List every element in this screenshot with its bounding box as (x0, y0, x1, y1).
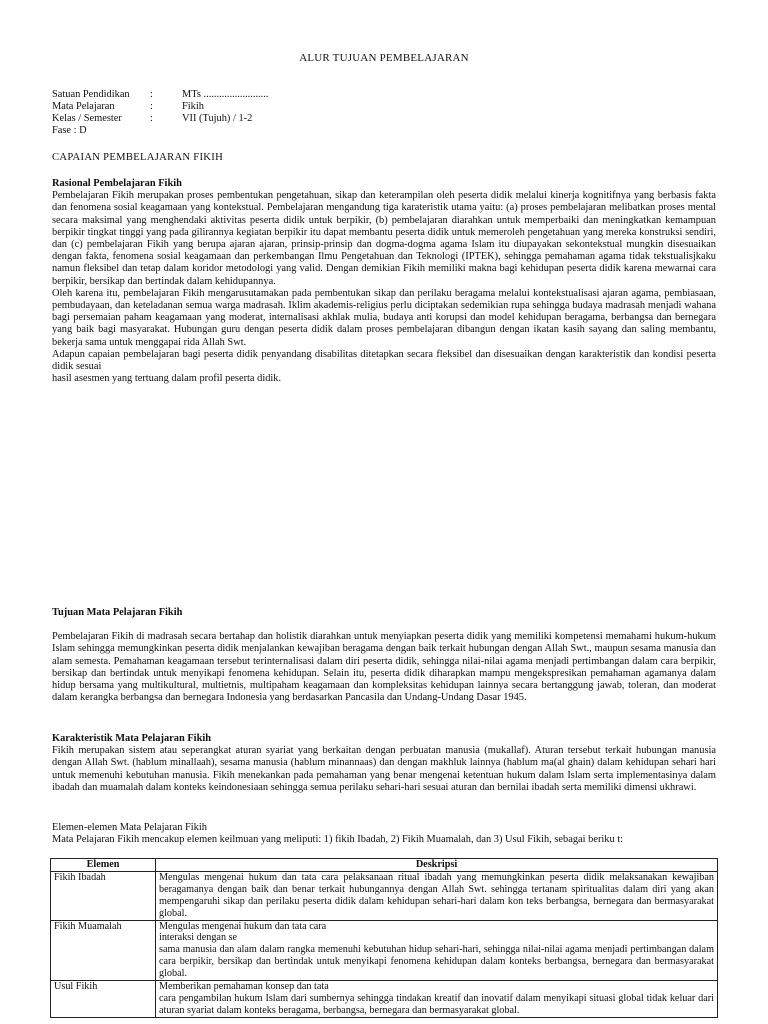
deskripsi-line: sama manusia dan alam dalam rangka memenuhi kebutuhan hidup sehari-hari, sehingga nilai-nilai agama menjadi pertimbangan dalam cara berpikir, bersikap dan bertindak untuk menyikapi fenomena kehidupan dalam konteks berbangsa, bernegara dan bermasyarakat global. (159, 944, 714, 980)
meta-colon: : (150, 101, 153, 112)
table-row (51, 871, 718, 920)
rasional-paragraph-1: Pembelajaran Fikih merupakan proses pembentukan pengetahuan, sikap dan keterampilan oleh peserta didik melalui kinerja kognitifnya yang berbasis fakta dan fenomena sosial keagamaan yang kontekstual. Pembelajaran mengandung tiga karateristik utama yaitu: (a) proses pembelajaran melibatkan proses mental secara maksimal yang menghendaki aktivitas peserta didik untuk berpikir, (b) pembelajaran diarahkan untuk memperbaiki dan meningkatkan kemampuan berpikir tingkat tinggi yang pada gilirannya kegiatan berpikir itu dapat membantu peserta didik untuk memeroleh pengetahuan yang mereka konstruksi sendiri, dan (c) pembelajaran Fikih yang berupa ajaran ajaran, prinsip-prinsip dan dogma-dogma agama Islam itu diupayakan sekontekstual mungkin disesuaikan dengan fakta, fenomena sosial keagamaan dan perkembangan Ilmu Pengetahuan dan Teknologi (IPTEK), sehingga pemahaman agama tidak tekstualisjkaku namun fleksibel dan tetap dalam koridor metodologi yang valid. Dengan demikian Fikih memiliki makna bagi kehidupan peserta didik karena mewarnai cara berpikir, bersikap dan bertindak dalam kehidupannya. (52, 190, 716, 287)
deskripsi-cell (156, 981, 718, 1018)
tujuan-section (52, 607, 716, 704)
rasional-heading: Rasional Pembelajaran Fikih (52, 178, 182, 189)
meta-row-satuan (52, 89, 269, 101)
table-row (51, 920, 718, 981)
karakteristik-paragraph: Fikih merupakan sistem atau seperangkat aturan syariat yang berkaitan dengan perbuatan manusia (mukallaf). Aturan tersebut terkait hubungan manusia dengan Allah Swt. (hablum minallaah), sesama manusia (hablum minannaas) dan dengan makhluk lainnya (hablum ma(al ghain) dalam kehidupan sehari hari untuk memenuhi kebutuhan manusia. Fikih menekankan pada pemahaman yang benar mengenai ketentuan hukum dalam Islam serta implementasinya dalam ibadah dan muamalah dalam konteks keindonesiaan sehingga semua perilaku sehari-hari sesuai aturan dan bernilai ibadah serta memiliki dimensi ukhrawi. (52, 745, 716, 793)
meta-label: Mata Pelajaran (52, 101, 115, 112)
meta-value: VII (Tujuh) / 1-2 (182, 113, 253, 124)
tujuan-heading: Tujuan Mata Pelajaran Fikih (52, 607, 183, 618)
elemen-section (52, 822, 716, 846)
deskripsi-line: interaksi dengan se (159, 932, 238, 944)
deskripsi-cell (156, 871, 718, 920)
elemen-table (50, 858, 718, 1018)
meta-colon: : (150, 113, 153, 124)
meta-label: Satuan Pendidikan (52, 89, 130, 100)
elemen-cell: Fikih Ibadah (51, 871, 156, 920)
karakteristik-section (52, 733, 716, 794)
elemen-cell: Fikih Muamalah (51, 920, 156, 981)
capaian-heading: CAPAIAN PEMBELAJARAN FIKIH (52, 152, 224, 163)
meta-value: MTs ......................... (182, 89, 269, 100)
meta-value: Fikih (182, 101, 204, 112)
deskripsi-line: Memberikan pemahaman konsep dan tata (159, 981, 329, 993)
meta-label: Kelas / Semester (52, 113, 122, 124)
meta-row-mapel (52, 101, 204, 113)
table-row (51, 981, 718, 1018)
meta-colon: : (150, 89, 153, 100)
deskripsi-line: Mengulas mengenai hukum dan tata cara pelaksanaan ritual ibadah yang memungkinkan peserta didik melaksanakan kewajiban beragamanya dengan baik dan benar terkait hubungannya dengan Allah Swt. sehingga tertanam spiritualitas dalam diri yang akan mempengaruhi sikap dan perilaku peserta didik dalam kehidupan sehari-hari dalam kon teks berbangsa, bernegara dan bermasyarakat global. (159, 871, 714, 919)
rasional-paragraph-2: Oleh karena itu, pembelajaran Fikih mengarusutamakan pada pembentukan sikap dan perilaku beragama melalui kontekstualisasi ajaran agama, pembiasaan, pembudayaan, dan keteladanan semua warga madrasah. Iklim akademis-religius perlu diciptakan sedemikian rupa sehingga budaya madrasah menjadi wahana bagi persemaian paham keagamaan yang moderat, internalisasi akhlak mulia, budaya anti korupsi dan model kehidupan beragama, berbangsa dan bernegara yang baik bagi masyarakat. Hubungan guru dengan peserta didik dalam proses pembelajaran dibangun dengan ikatan kasih sayang dan saling membantu, bekerja sama untuk menggapai rida Allah Swt. (52, 287, 716, 348)
meta-row-kelas (52, 113, 253, 125)
deskripsi-cell (156, 920, 718, 981)
elemen-intro: Mata Pelajaran Fikih mencakup elemen keilmuan yang meliputi: 1) fikih Ibadah, 2) Fikih Muamalah, dan 3) Usul Fikih, sebagai beriku t: (52, 834, 624, 846)
deskripsi-line: Mengulas mengenai hukum dan tata cara (159, 920, 327, 932)
column-header-elemen: Elemen (51, 859, 156, 872)
identity-block (52, 89, 269, 137)
karakteristik-heading: Karakteristik Mata Pelajaran Fikih (52, 733, 212, 744)
rasional-section (52, 178, 716, 385)
column-header-deskripsi: Deskripsi (156, 859, 718, 872)
elemen-title: Elemen-elemen Mata Pelajaran Fikih (52, 822, 207, 833)
elemen-cell: Usul Fikih (51, 981, 156, 1018)
rasional-paragraph-3: Adapun capaian pembelajaran bagi peserta didik penyandang disabilitas ditetapkan secara fleksibel dan disesuaikan dengan karakteristik dan kondisi peserta didik sesuai (52, 348, 716, 373)
table-header-row (51, 859, 718, 872)
document-title: ALUR TUJUAN PEMBELAJARAN (299, 52, 469, 64)
rasional-paragraph-4: hasil asesmen yang tertuang dalam profil peserta didik. (52, 373, 282, 385)
deskripsi-line: cara pengambilan hukum Islam dari sumbernya sehingga tindakan kreatif dan inovatif dalam menyikapi situasi global tidak keluar dari aturan syariat dalam konteks beragama, berbangsa, bernegara dan bermasyarakat global. (159, 992, 714, 1016)
tujuan-paragraph: Pembelajaran Fikih di madrasah secara bertahap dan holistik diarahkan untuk menyiapkan peserta didik yang memiliki kompetensi memahami hukum-hukum Islam sehingga memungkinkan peserta didik menjalankan kewajiban beragama dengan baik terkait hubungan dengan Allah Swt., maupun sesama manusia dan alam semesta. Pemahaman keagamaan tersebut terinternalisasi dalam diri peserta didik, sehingga nilai-nilai agama menjadi pertimbangan dalam cara berpikir, bersikap dan bertindak untuk menyikapi fenomena kehidupan. Selain itu, peserta didik diharapkan mampu mengekspresikan pemahaman agamanya dalam hidup bersama yang multikultural, multietnis, multipaham keagamaan dan kompleksitas kehidupan lainnya secara bertanggung jawab, toleran, dan moderat dalam kerangka berbangsa dan bernegara Indonesia yang berdasarkan Pancasila dan Undang-Undang Dasar 1945. (52, 631, 716, 704)
meta-fase: Fase : D (52, 125, 87, 136)
